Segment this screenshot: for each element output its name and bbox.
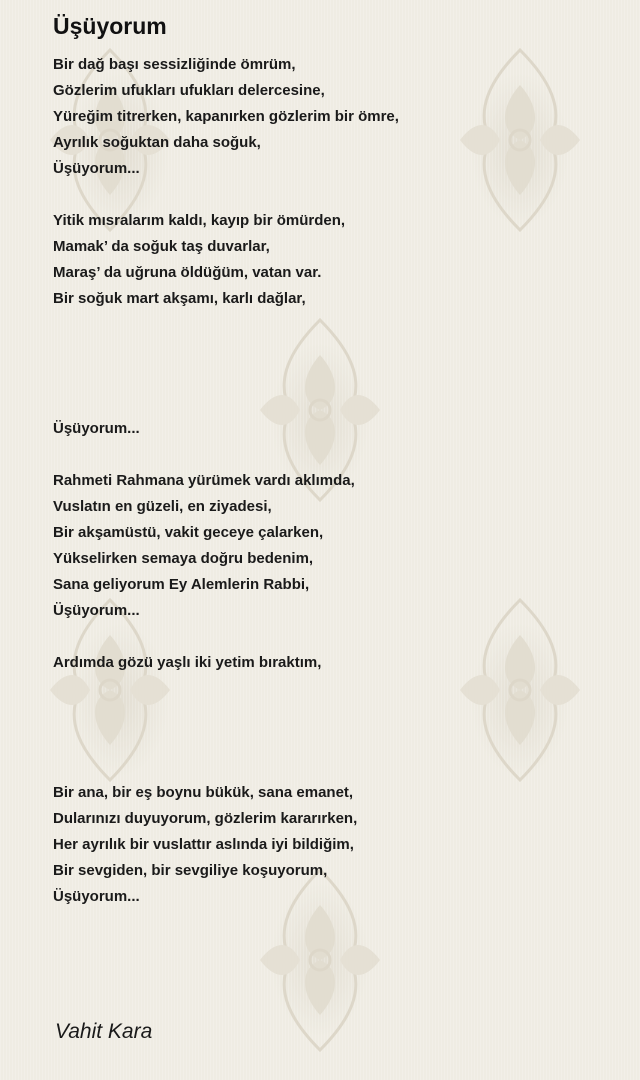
poem-line: Maraş’ da uğruna öldüğüm, vatan var. (53, 264, 322, 281)
poem-title: Üşüyorum (53, 13, 167, 39)
stanza-gap (53, 728, 613, 754)
poem-line: Sana geliyorum Ey Alemlerin Rabbi, (53, 576, 310, 593)
poem-line: Ardımda gözü yaşlı iki yetim bıraktım, (53, 654, 322, 671)
poem-line: Bir ana, bir eş boynu bükük, sana emanet, (53, 784, 354, 801)
poem-line: Yitik mısralarım kaldı, kayıp bir ömürden, (53, 212, 346, 229)
poem-line: Vuslatın en güzeli, en ziyadesi, (53, 498, 272, 515)
poem-line: Dularınızı duyuyorum, gözlerim kararırken, (53, 810, 358, 827)
poem-body (53, 52, 613, 910)
poem-line: Rahmeti Rahmana yürümek vardı aklımda, (53, 472, 355, 489)
poem-line: Üşüyorum... (53, 602, 140, 619)
stanza-gap (53, 312, 613, 338)
stanza-gap (53, 182, 613, 208)
author-name: Vahit Kara (55, 1020, 153, 1043)
poem-line: Yükselirken semaya doğru bedenim, (53, 550, 314, 567)
stanza-gap (53, 442, 613, 468)
stanza-gap (53, 338, 613, 364)
poem-line: Üşüyorum... (53, 160, 140, 177)
poem-line: Üşüyorum... (53, 888, 140, 905)
poem-line: Bir soğuk mart akşamı, karlı dağlar, (53, 290, 306, 307)
poem-line: Ayrılık soğuktan daha soğuk, (53, 134, 261, 151)
poem-line: Her ayrılık bir vuslattır aslında iyi bildiğim, (53, 836, 354, 853)
stanza-gap (53, 624, 613, 650)
poem-line: Bir dağ başı sessizliğinde ömrüm, (53, 56, 296, 73)
poem-line: Mamak’ da soğuk taş duvarlar, (53, 238, 270, 255)
stanza-gap (53, 702, 613, 728)
poem-line: Bir sevgiden, bir sevgiliye koşuyorum, (53, 862, 328, 879)
stanza-gap (53, 754, 613, 780)
stanza-gap (53, 390, 613, 416)
poem-line: Gözlerim ufukları ufukları delercesine, (53, 82, 325, 99)
stanza-gap (53, 676, 613, 702)
poem-line: Yüreğim titrerken, kapanırken gözlerim bir ömre, (53, 108, 399, 125)
poem-line: Bir akşamüstü, vakit geceye çalarken, (53, 524, 324, 541)
stanza-gap (53, 364, 613, 390)
poem-line: Üşüyorum... (53, 420, 140, 437)
